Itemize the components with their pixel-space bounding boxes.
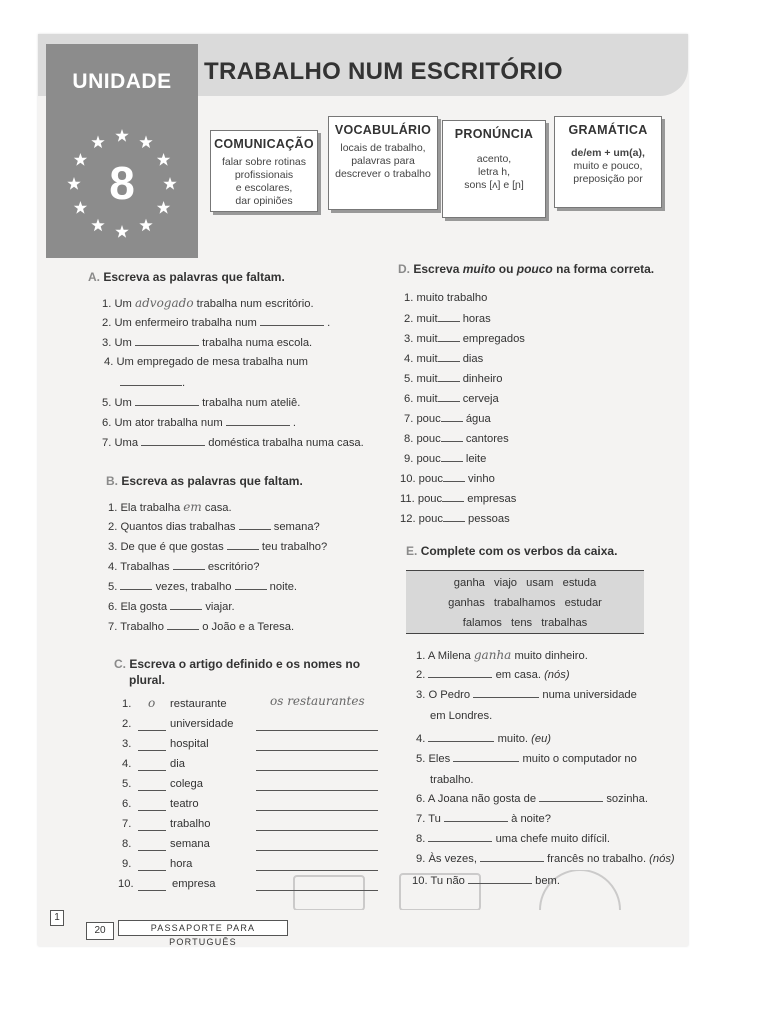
section-letter: D.	[398, 262, 410, 276]
item-number: 2.	[108, 521, 118, 533]
item-text: água	[465, 413, 491, 425]
star-icon	[115, 225, 128, 238]
item-text: teu trabalho?	[261, 541, 328, 553]
item-text: empresas	[467, 493, 517, 505]
item-text: semana?	[273, 521, 320, 533]
item-number: 6.	[122, 798, 132, 810]
item-text: Uma	[114, 437, 139, 449]
page-number: 20	[86, 922, 114, 940]
verb-box	[406, 570, 644, 634]
exercise-item	[404, 412, 491, 425]
card-title: COMUNICAÇÃO	[214, 137, 314, 151]
item-stem: pouc	[418, 513, 443, 525]
answer-blank[interactable]	[135, 396, 199, 406]
answer-blank[interactable]	[438, 372, 460, 382]
section-letter: B.	[106, 474, 118, 488]
item-text: trabalha num escritório.	[196, 298, 314, 310]
item-text: noite.	[269, 581, 298, 593]
section-title-text: na forma correta.	[556, 262, 655, 276]
article-blank[interactable]	[138, 810, 166, 811]
section-title-text: muito	[462, 262, 496, 276]
exercise-item	[108, 500, 232, 514]
exercise-item-cont	[430, 774, 474, 786]
noun-word: universidade	[170, 718, 234, 730]
item-stem: muito trabalho	[416, 292, 488, 304]
exercise-item	[102, 336, 312, 349]
answer-blank[interactable]	[441, 412, 463, 422]
article-blank[interactable]	[138, 750, 166, 751]
item-number: 9.	[416, 853, 426, 865]
card-body	[443, 153, 545, 192]
answer-blank[interactable]	[444, 812, 508, 822]
answer-blank[interactable]	[442, 492, 464, 502]
exercise-item	[404, 392, 499, 405]
section-title-text: plural.	[129, 673, 166, 687]
noun-word: colega	[170, 778, 203, 790]
item-text: trabalha numa escola.	[202, 337, 313, 349]
item-text: em casa.	[495, 669, 541, 681]
item-number: 2.	[404, 313, 414, 325]
item-number: 10.	[400, 473, 416, 485]
item-number: 4.	[104, 356, 114, 368]
card-gramatica	[554, 116, 662, 208]
pronoun-hint: (eu)	[531, 733, 552, 745]
exercise-item	[400, 472, 495, 485]
book-title: PASSAPORTE PARA PORTUGUÊS	[118, 920, 288, 936]
star-icon	[74, 201, 87, 214]
card-body	[211, 156, 317, 208]
item-text: dinheiro	[462, 373, 503, 385]
exercise-item	[108, 620, 294, 633]
exercise-item-cont	[120, 376, 185, 389]
section-e-title	[406, 544, 617, 558]
noun-word: teatro	[170, 798, 199, 810]
item-text: cantores	[465, 433, 509, 445]
answer-blank[interactable]	[227, 540, 259, 550]
exercise-item	[102, 396, 300, 409]
article-blank[interactable]	[138, 890, 166, 891]
exercise-item	[108, 540, 327, 553]
exercise-item	[416, 812, 551, 825]
item-text: Ela trabalha	[120, 502, 181, 514]
item-number: 5.	[416, 753, 426, 765]
item-number: 11.	[400, 493, 415, 505]
item-text: vezes, trabalho	[155, 581, 232, 593]
section-c-title	[114, 656, 360, 688]
card-line: de/em + um(a),	[571, 147, 645, 159]
item-text: escritório?	[207, 561, 260, 573]
section-title-text: pouco	[516, 262, 553, 276]
page-title: TRABALHO NUM ESCRITÓRIO	[204, 58, 563, 85]
item-text: .	[292, 417, 296, 429]
item-number: 7.	[122, 818, 132, 830]
answer-blank[interactable]	[468, 874, 532, 884]
item-text: Tu não	[430, 875, 465, 887]
item-text: viajar.	[205, 601, 235, 613]
exercise-item	[108, 560, 259, 573]
verb-box-row: falamos tens trabalhas	[462, 617, 588, 629]
card-line: locais de trabalho,	[340, 142, 426, 154]
workbook-page	[38, 34, 688, 946]
item-stem: pouc	[416, 433, 441, 445]
item-text: .	[327, 317, 331, 329]
item-number: 3.	[108, 541, 118, 553]
item-text: horas	[462, 313, 491, 325]
item-number: 4.	[108, 561, 118, 573]
handwritten-answer: ganha	[473, 648, 512, 662]
item-number: 6.	[102, 417, 112, 429]
plural-answer-line[interactable]	[256, 730, 378, 731]
unit-block	[46, 44, 198, 258]
exercise-item	[400, 492, 516, 505]
item-text: Tu	[428, 813, 441, 825]
item-number: 3.	[404, 333, 414, 345]
section-letter: C.	[114, 657, 126, 671]
exercise-item	[404, 292, 487, 304]
unit-number: 8	[109, 157, 135, 209]
answer-blank[interactable]	[480, 852, 544, 862]
item-number: 5.	[122, 778, 132, 790]
item-stem: muit	[416, 333, 438, 345]
exercise-item	[404, 452, 486, 465]
answer-blank[interactable]	[453, 752, 519, 762]
exercise-item	[416, 792, 648, 805]
exercise-item	[104, 356, 308, 368]
section-title-text: Escreva as palavras que faltam.	[103, 270, 285, 284]
item-text: leite	[465, 453, 487, 465]
item-text: pessoas	[468, 513, 510, 525]
answer-blank[interactable]	[473, 688, 539, 698]
exercise-item	[412, 874, 560, 887]
exercise-item	[416, 752, 637, 765]
item-text: Um ator trabalha num	[114, 417, 223, 429]
section-title-text: Escreva	[413, 262, 460, 276]
section-a-title	[88, 270, 285, 284]
item-text: Quantos dias trabalhas	[120, 521, 236, 533]
item-text: trabalho.	[430, 774, 474, 786]
article-blank[interactable]	[138, 850, 166, 851]
answer-blank[interactable]	[438, 312, 460, 322]
side-mark: 1	[50, 910, 64, 926]
item-text: sozinha.	[606, 793, 648, 805]
item-text: francês no trabalho.	[547, 853, 647, 865]
answer-blank[interactable]	[173, 560, 205, 570]
answer-blank[interactable]	[167, 620, 199, 630]
item-text: Um	[114, 298, 132, 310]
handwritten-answer: em	[183, 500, 202, 514]
card-line: descrever o trabalho	[335, 168, 431, 180]
noun-word: hora	[170, 858, 193, 870]
answer-blank[interactable]	[226, 416, 290, 426]
item-number: 4.	[122, 758, 132, 770]
item-number: 1.	[122, 698, 132, 710]
answer-blank[interactable]	[135, 336, 199, 346]
exercise-item	[404, 432, 509, 445]
answer-blank[interactable]	[438, 392, 460, 402]
exercise-item	[416, 688, 637, 701]
item-number: 1.	[102, 298, 112, 310]
item-number: 6.	[404, 393, 414, 405]
card-body	[329, 142, 437, 181]
item-text: Ela gosta	[120, 601, 168, 613]
section-title-text: Complete com os verbos da caixa.	[420, 544, 618, 558]
item-number: 3.	[102, 337, 112, 349]
item-number: 6.	[108, 601, 118, 613]
item-number: 1.	[404, 292, 414, 304]
card-line: sons [ʌ] e [ɲ]	[464, 179, 524, 191]
exercise-item	[400, 512, 510, 525]
verb-box-row: ganhas trabalhamos estudar	[448, 597, 602, 609]
item-text: doméstica trabalha numa casa.	[208, 437, 364, 449]
card-title: VOCABULÁRIO	[334, 123, 432, 137]
star-icon	[157, 201, 170, 214]
section-letter: A.	[88, 270, 100, 284]
item-text: muito o computador no	[522, 753, 637, 765]
item-text: Trabalho	[120, 621, 164, 633]
unit-label: UNIDADE	[72, 70, 172, 93]
star-icon	[91, 219, 104, 232]
plural-answer-line[interactable]	[256, 830, 378, 831]
noun-word: semana	[170, 838, 210, 850]
item-text: Um	[114, 337, 132, 349]
section-title-text: Escreva o artigo definido e os nomes no	[129, 657, 361, 671]
item-text: A Milena	[427, 650, 471, 662]
item-text: empregados	[462, 333, 525, 345]
item-number: 7.	[102, 437, 112, 449]
exercise-item-cont	[430, 710, 492, 722]
item-number: 1.	[416, 650, 426, 662]
item-number: 2.	[102, 317, 112, 329]
card-line: muito e pouco,	[573, 160, 643, 172]
item-number: 4.	[404, 353, 414, 365]
star-icon	[74, 153, 87, 166]
card-line: profissionais	[234, 169, 294, 181]
item-text: trabalha num ateliê.	[202, 397, 301, 409]
answer-blank[interactable]	[260, 316, 324, 326]
item-text: muito dinheiro.	[514, 650, 588, 662]
item-number: 3.	[416, 689, 426, 701]
item-number: 5.	[102, 397, 112, 409]
item-text: à noite?	[511, 813, 551, 825]
item-stem: pouc	[417, 493, 443, 505]
exercise-item	[404, 332, 525, 345]
item-text: Trabalhas	[120, 561, 170, 573]
card-body	[555, 147, 661, 186]
answer-blank[interactable]	[428, 668, 492, 678]
item-text: bem.	[535, 875, 560, 887]
answer-blank[interactable]	[141, 436, 205, 446]
article-blank[interactable]	[138, 770, 166, 771]
item-stem: muit	[416, 353, 438, 365]
exercise-item	[416, 852, 675, 865]
exercise-item	[102, 416, 296, 429]
answer-blank[interactable]	[120, 376, 182, 386]
item-stem: muit	[416, 393, 438, 405]
section-title-text: ou	[498, 262, 514, 276]
card-line: preposição por	[573, 173, 643, 185]
answer-blank[interactable]	[539, 792, 603, 802]
answer-blank[interactable]	[438, 352, 460, 362]
item-number: 4.	[416, 733, 426, 745]
noun-word: restaurante	[170, 698, 227, 710]
exercise-item	[404, 352, 483, 365]
item-number: 8.	[416, 833, 426, 845]
item-number: 9.	[404, 453, 414, 465]
handwritten-article: o	[148, 696, 156, 710]
item-number: 2.	[122, 718, 132, 730]
card-line: e escolares,	[235, 182, 293, 194]
answer-blank[interactable]	[443, 472, 465, 482]
exercise-item	[102, 436, 364, 449]
exercise-item	[108, 520, 320, 533]
handwritten-answer: advogado	[134, 296, 194, 310]
star-icon	[157, 153, 170, 166]
item-number: 2.	[416, 669, 426, 681]
plural-answer-line[interactable]	[256, 750, 378, 751]
item-text: Um	[114, 397, 132, 409]
item-number: 12.	[400, 513, 416, 525]
card-title: GRAMÁTICA	[568, 123, 648, 137]
exercise-item	[416, 832, 610, 845]
star-icon	[67, 177, 80, 190]
card-comunicacao	[210, 130, 318, 212]
noun-word: trabalho	[170, 818, 211, 830]
item-text: dias	[462, 353, 484, 365]
item-text: .	[182, 377, 186, 389]
plural-answer-line[interactable]	[256, 850, 378, 851]
card-title: PRONÚNCIA	[454, 127, 534, 141]
card-vocabulario	[328, 116, 438, 210]
article-blank[interactable]	[138, 870, 166, 871]
plural-answer-line[interactable]	[256, 790, 378, 791]
answer-blank[interactable]	[428, 832, 492, 842]
item-number: 6.	[416, 793, 426, 805]
item-text: vinho	[468, 473, 495, 485]
noun-word: hospital	[170, 738, 209, 750]
article-blank[interactable]	[138, 730, 166, 731]
item-number: 10.	[118, 878, 134, 890]
item-text: cerveja	[462, 393, 499, 405]
item-text: muito.	[497, 733, 529, 745]
section-letter: E.	[406, 544, 418, 558]
item-number: 5.	[108, 581, 118, 593]
item-number: 3.	[122, 738, 132, 750]
plural-answer-line[interactable]	[256, 810, 378, 811]
exercise-item	[108, 580, 297, 593]
exercise-item	[404, 312, 491, 325]
answer-blank[interactable]	[239, 520, 271, 530]
item-stem: muit	[416, 373, 438, 385]
exercise-item	[102, 316, 330, 329]
exercise-item	[102, 296, 314, 310]
exercise-item	[416, 668, 570, 681]
star-icon	[139, 219, 152, 232]
eu-stars-emblem	[46, 44, 198, 258]
noun-word: empresa	[172, 878, 216, 890]
plural-answer-line[interactable]	[256, 770, 378, 771]
star-icon	[163, 177, 176, 190]
card-line: falar sobre rotinas	[221, 156, 307, 168]
item-number: 7.	[404, 413, 414, 425]
item-text: O Pedro	[428, 689, 471, 701]
noun-word: dia	[170, 758, 185, 770]
item-text: Um empregado de mesa trabalha num	[116, 356, 308, 368]
item-number: 7.	[108, 621, 118, 633]
item-text: em Londres.	[430, 710, 493, 722]
item-text: uma chefe muito difícil.	[495, 833, 610, 845]
exercise-item	[416, 732, 551, 745]
exercise-item	[416, 648, 588, 662]
answer-blank[interactable]	[441, 452, 463, 462]
item-text: Eles	[428, 753, 451, 765]
item-text: casa.	[204, 502, 232, 514]
item-number: 8.	[404, 433, 414, 445]
answer-blank[interactable]	[428, 732, 494, 742]
card-line: palavras para	[351, 155, 415, 167]
answer-blank[interactable]	[235, 580, 267, 590]
article-blank[interactable]	[138, 830, 166, 831]
star-icon	[115, 129, 128, 142]
item-text: Às vezes,	[428, 853, 477, 865]
item-stem: muit	[416, 313, 438, 325]
answer-blank[interactable]	[438, 332, 460, 342]
item-text: A Joana não gosta de	[427, 793, 537, 805]
item-number: 7.	[416, 813, 426, 825]
item-stem: pouc	[416, 413, 441, 425]
verb-box-row: ganha viajo usam estuda	[453, 577, 597, 589]
item-number: 5.	[404, 373, 414, 385]
section-title-text: Escreva as palavras que faltam.	[121, 474, 303, 488]
item-number: 1.	[108, 502, 118, 514]
pronoun-hint: (nós)	[649, 853, 675, 865]
exercise-item	[108, 600, 235, 613]
answer-blank[interactable]	[443, 512, 465, 522]
item-text: numa universidade	[542, 689, 637, 701]
item-text: Um enfermeiro trabalha num	[114, 317, 257, 329]
card-line: dar opiniões	[235, 195, 293, 207]
card-line: letra h,	[477, 166, 511, 178]
article-blank[interactable]	[138, 790, 166, 791]
star-icon	[139, 135, 152, 148]
item-number: 8.	[122, 838, 132, 850]
item-stem: pouc	[418, 473, 443, 485]
section-b-title	[106, 474, 303, 488]
item-number: 10.	[412, 875, 428, 887]
answer-blank[interactable]	[170, 600, 202, 610]
section-d-title	[398, 262, 654, 276]
item-text: o João e a Teresa.	[202, 621, 295, 633]
item-stem: pouc	[416, 453, 441, 465]
item-number: 9.	[122, 858, 132, 870]
answer-blank[interactable]	[120, 580, 152, 590]
answer-blank[interactable]	[441, 432, 463, 442]
exercise-item	[404, 372, 503, 385]
item-text: De que é que gostas	[120, 541, 224, 553]
pronoun-hint: (nós)	[544, 669, 570, 681]
card-pronuncia	[442, 120, 546, 218]
star-icon	[91, 135, 104, 148]
handwritten-plural: os restaurantes	[270, 694, 365, 708]
card-line: acento,	[476, 153, 512, 165]
